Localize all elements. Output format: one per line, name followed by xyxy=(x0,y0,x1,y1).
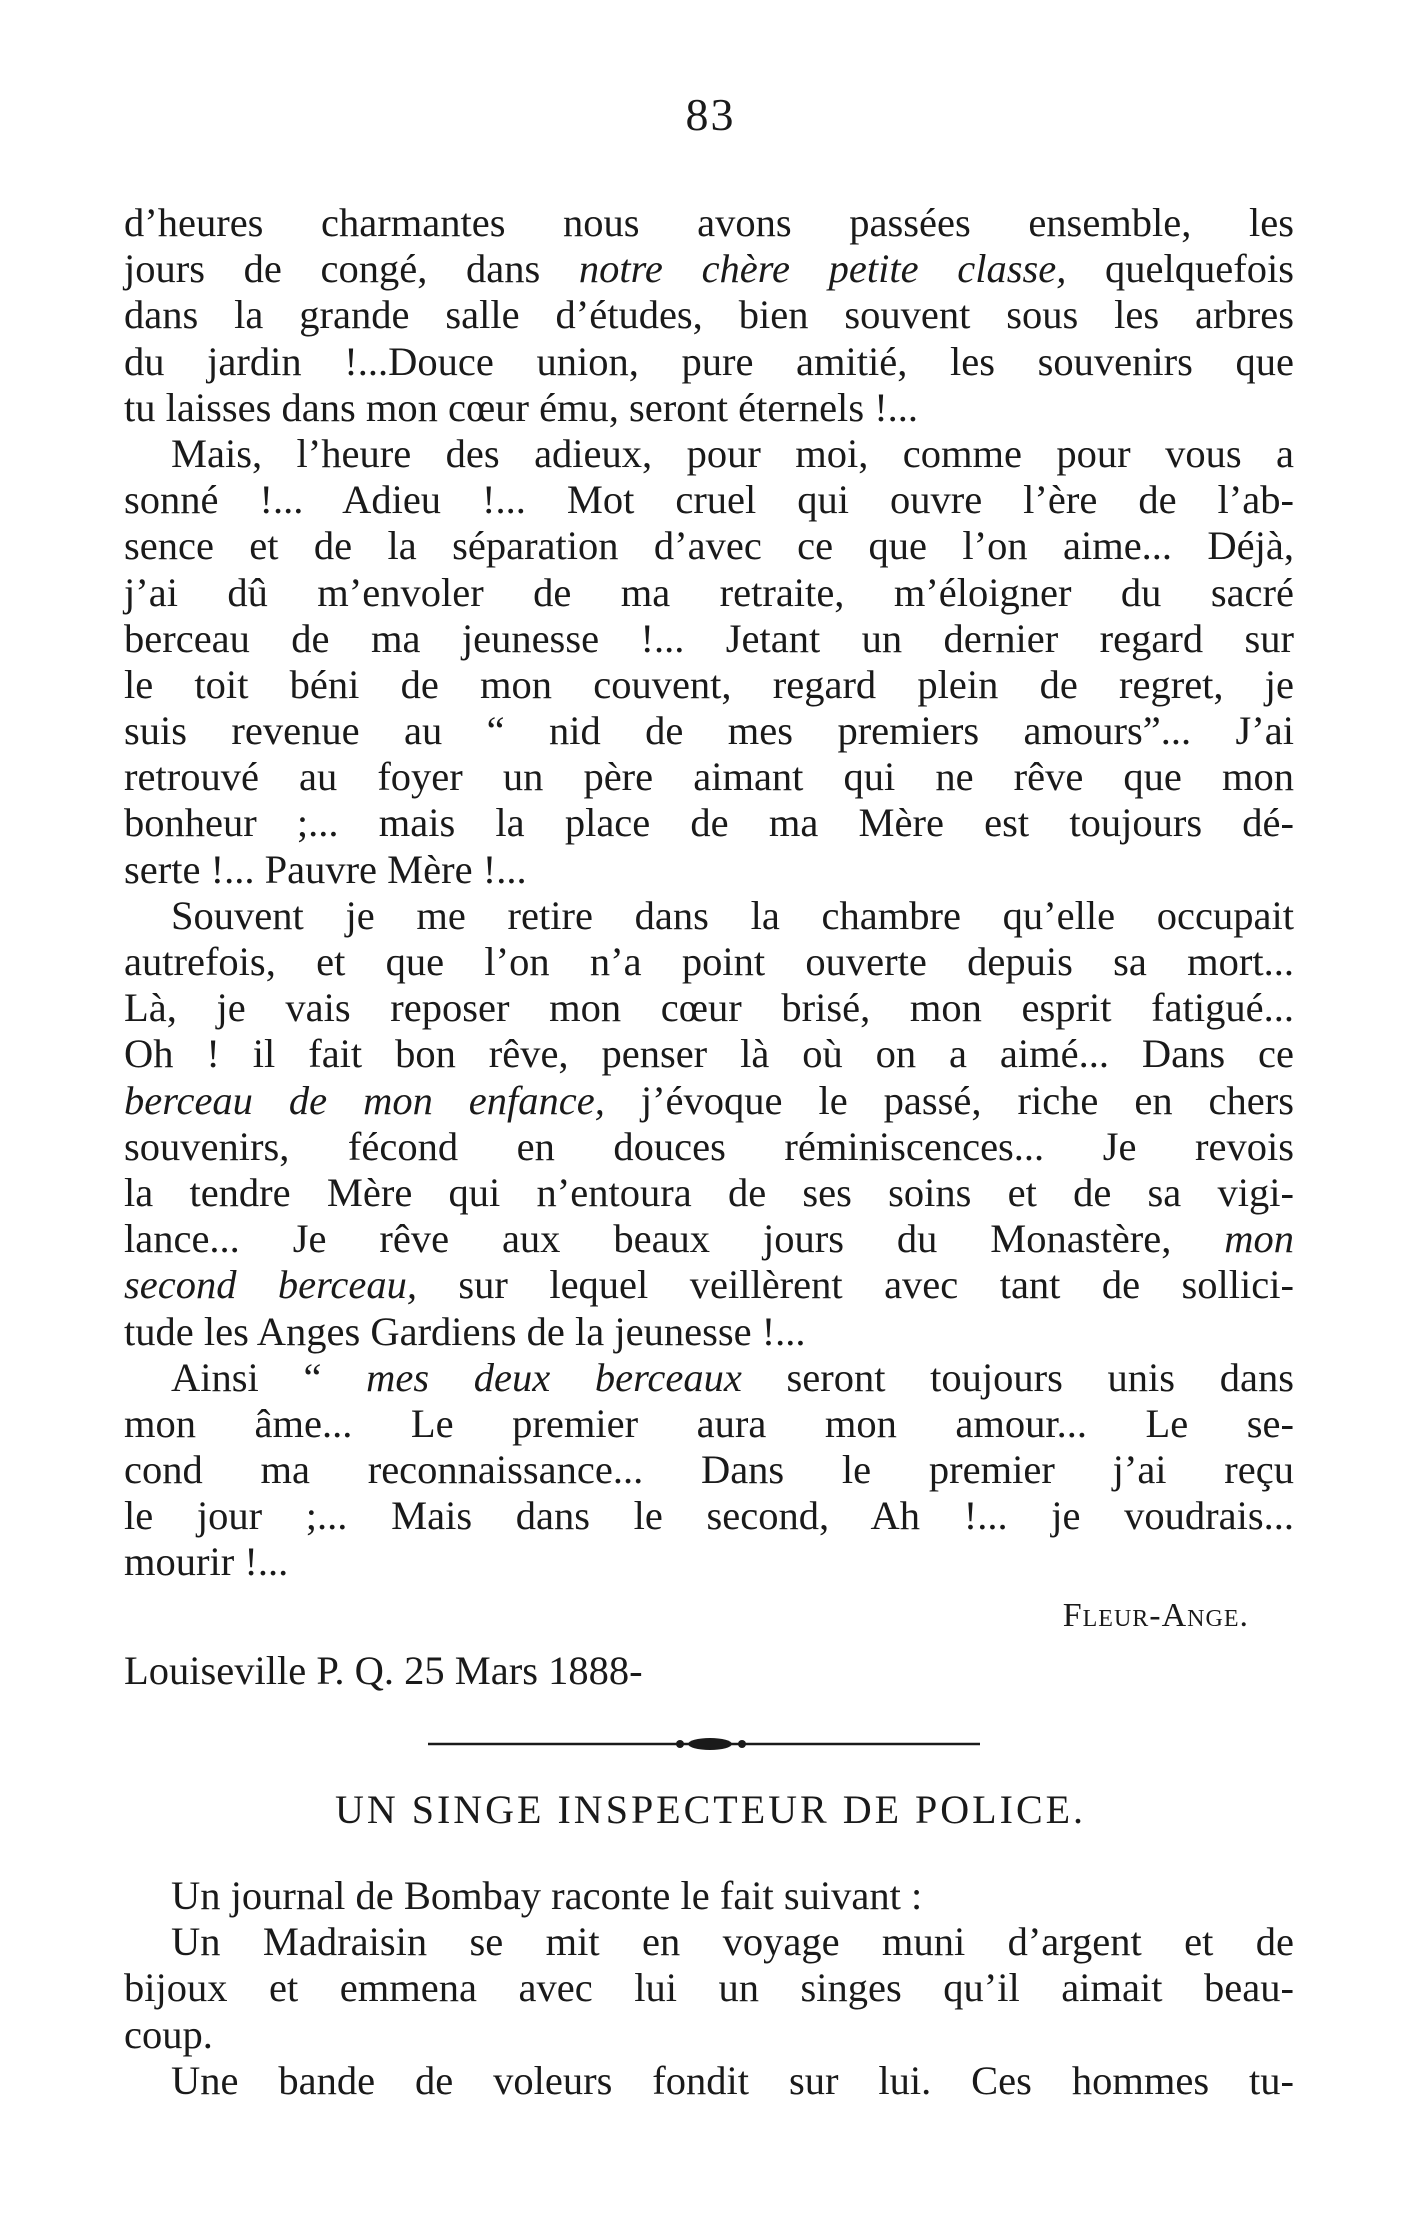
italic-phrase: berceau de mon enfance, xyxy=(124,1077,605,1123)
text-line: j’ai dû m’envoler de ma retraite, m’éloigner du sacré xyxy=(124,569,1294,615)
text-line: tu laisses dans mon cœur ému, seront éternels !... xyxy=(124,384,919,430)
text-line: serte !... Pauvre Mère !... xyxy=(124,846,527,892)
text-line: Mais, l’heure des adieux, pour moi, comme pour vous a xyxy=(171,430,1294,476)
signature: Fleur-Ange. xyxy=(1062,1597,1249,1634)
text-line: le toit béni de mon couvent, regard plein de regret, je xyxy=(124,661,1294,707)
text-run: j’évoque le passé, riche en chers xyxy=(604,1077,1295,1123)
text-line: la tendre Mère qui n’entoura de ses soins et de sa vigi- xyxy=(124,1169,1294,1215)
text-line xyxy=(124,1355,1294,1401)
text-line: Un Madraisin se mit en voyage muni d’argent et de xyxy=(171,1919,1294,1965)
text-line xyxy=(124,1078,1294,1124)
text-line: Souvent je me retire dans la chambre qu’elle occupait xyxy=(171,892,1294,938)
text-line: Une bande de voleurs fondit sur lui. Ces hommes tu- xyxy=(171,2057,1294,2103)
article-body xyxy=(124,1873,1294,2104)
italic-phrase: second berceau, xyxy=(124,1262,417,1308)
text-run: Ainsi “ xyxy=(171,1354,367,1400)
text-line: berceau de ma jeunesse !... Jetant un dernier regard sur xyxy=(124,615,1294,661)
italic-phrase: notre chère petite classe, xyxy=(578,246,1067,292)
text-line: autrefois, et que l’on n’a point ouverte depuis sa mort... xyxy=(124,939,1294,984)
text-line xyxy=(124,246,1294,292)
text-line: bijoux et emmena avec lui un singes qu’il aimait beau- xyxy=(124,1965,1294,2011)
text-line: mourir !... xyxy=(124,1539,289,1585)
italic-phrase: mon xyxy=(1224,1216,1294,1262)
text-line: du jardin !...Douce union, pure amitié, les souvenirs que xyxy=(124,338,1294,384)
text-line xyxy=(124,1216,1294,1262)
text-line: Là, je vais reposer mon cœur brisé, mon esprit fatigué... xyxy=(124,985,1294,1031)
dateline: Louiseville P. Q. 25 Mars 1888- xyxy=(124,1648,643,1693)
text-line: souvenirs, fécond en douces réminiscences... Je revois xyxy=(124,1123,1294,1169)
text-line: le jour ;... Mais dans le second, Ah !... je voudrais... xyxy=(124,1493,1294,1539)
text-line: sonné !... Adieu !... Mot cruel qui ouvre l’ère de l’ab- xyxy=(124,477,1294,523)
text-run: sur lequel veillèrent avec tant de sollici- xyxy=(416,1262,1294,1308)
text-line: sence et de la séparation d’avec ce que l’on aime... Déjà, xyxy=(124,523,1294,569)
text-line: mon âme... Le premier aura mon amour... Le se- xyxy=(124,1400,1294,1446)
text-run: quelquefois xyxy=(1066,246,1294,292)
text-run: jours de congé, dans xyxy=(124,246,579,292)
page-number: 83 xyxy=(685,89,736,140)
text-line: bonheur ;... mais la place de ma Mère est toujours dé- xyxy=(124,800,1294,846)
italic-phrase: mes deux berceaux xyxy=(366,1354,742,1400)
letter-body xyxy=(124,200,1294,1586)
text-line: Un journal de Bombay raconte le fait suivant : xyxy=(171,1873,923,1918)
text-line: coup. xyxy=(124,2011,213,2057)
text-line: d’heures charmantes nous avons passées ensemble, les xyxy=(124,200,1294,245)
text-line: retrouvé au foyer un père aimant qui ne rêve que mon xyxy=(124,754,1294,800)
text-line: tude les Anges Gardiens de la jeunesse !... xyxy=(124,1308,806,1354)
text-line: suis revenue au “ nid de mes premiers amours”... J’ai xyxy=(124,708,1294,754)
text-line: dans la grande salle d’études, bien souvent sous les arbres xyxy=(124,292,1294,338)
section-divider-ornament xyxy=(428,1737,980,1751)
text-line: cond ma reconnaissance... Dans le premier j’ai reçu xyxy=(124,1447,1294,1493)
text-line xyxy=(124,1262,1294,1308)
text-run: seront toujours unis dans xyxy=(741,1354,1294,1400)
text-line: Oh ! il fait bon rêve, penser là où on a aimé... Dans ce xyxy=(124,1031,1294,1077)
text-run: lance... Je rêve aux beaux jours du Monastère, xyxy=(124,1216,1225,1262)
article-title: UN SINGE INSPECTEUR DE POLICE. xyxy=(334,1787,1087,1832)
